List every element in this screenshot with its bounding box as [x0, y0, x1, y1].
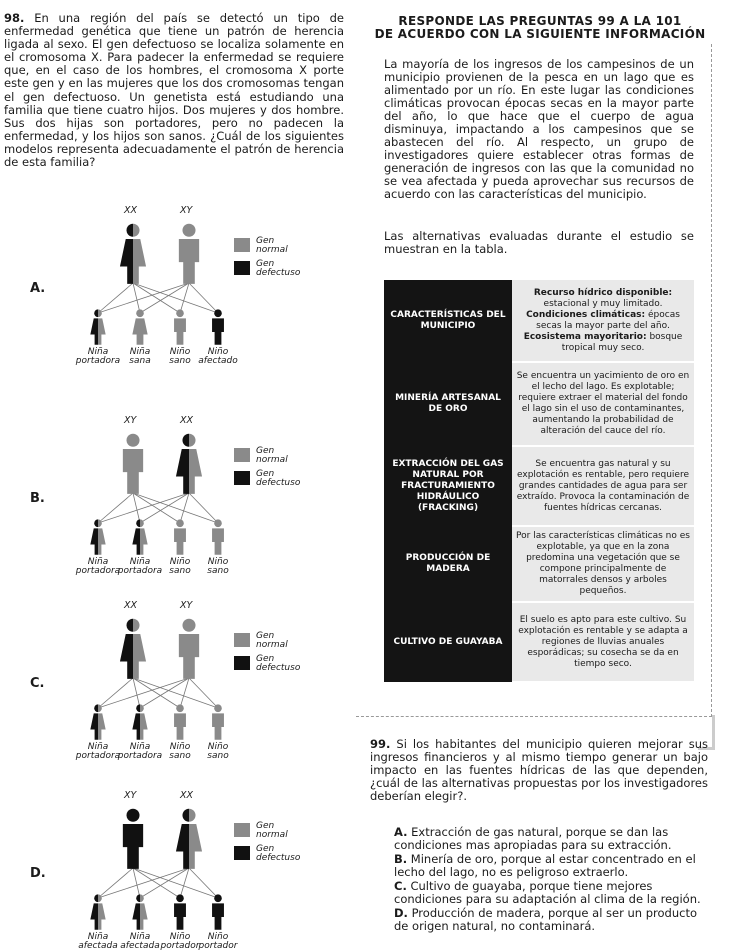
child-label: Niño sano	[169, 557, 191, 576]
child-label: Niño sano	[169, 347, 191, 366]
pedigree-diagram	[0, 790, 360, 950]
child-label: Niño sano	[207, 557, 229, 576]
question-number: 99.	[370, 737, 391, 751]
option-letter: D.	[30, 866, 46, 881]
legend-defect: Gen defectuso	[256, 259, 301, 278]
section-title: RESPONDE LAS PREGUNTAS 99 A LA 101 DE ACUERDO CON LA SIGUIENTE INFORMACIÓN	[374, 14, 706, 41]
row-header: CARACTERÍSTICAS DEL MUNICIPIO	[384, 280, 512, 362]
answer-option-c[interactable]: C. Cultivo de guayaba, porque tiene mejores condiciones para su adaptación al clima de la región.	[394, 879, 701, 906]
row-cell: Se encuentra gas natural y su explotación es rentable, pero requiere grandes cantidades de agua para ser extraído. Provoca la contaminación de fuentes hídricas cercanas.	[512, 446, 694, 526]
option-letter: B.	[30, 491, 45, 506]
row-header: CULTIVO DE GUAYABA	[384, 602, 512, 682]
legend-normal: Gen normal	[256, 821, 288, 840]
child-label: Niña portadora	[117, 742, 163, 761]
row-cell: Recurso hídrico disponible: estacional y muy limitado. Condiciones climáticas: épocas secas la mayor parte del año. Ecosistema mayoritario: bosque tropical muy seco.	[512, 280, 694, 362]
question-text: Si los habitantes del municipio quieren mejorar sus ingresos financieros y al mismo tiempo generar un bajo impacto en las fuentes hídricas de las que dependen, ¿cuál de las alternativas propuestas por los investigadores deberían elegir?.	[370, 737, 708, 803]
answer-options	[394, 826, 708, 934]
pedigree-option-b	[0, 415, 360, 575]
option-letter: C.	[30, 676, 45, 691]
pedigree-diagram	[0, 600, 360, 760]
parent-label-right: XY	[180, 600, 193, 611]
pedigree-diagram	[0, 415, 360, 575]
legend-normal: Gen normal	[256, 236, 288, 255]
parent-label-left: XX	[124, 600, 138, 611]
child-label: Niño afectado	[198, 347, 238, 366]
table-intro: Las alternativas evaluadas durante el estudio se muestran en la tabla.	[384, 229, 694, 256]
legend-defect: Gen defectuso	[256, 844, 301, 863]
row-header: PRODUCCIÓN DE MADERA	[384, 526, 512, 602]
parent-label-right: XY	[180, 205, 193, 216]
child-label: Niña portadora	[75, 557, 121, 576]
row-cell: Se encuentra un yacimiento de oro en el lecho del lago. Es explotable; requiere extraer el material del fondo el lago sin el uso de contaminantes, aumentando la probabilidad de alteración del cauce del río.	[512, 362, 694, 446]
child-label: Niña afectada	[78, 932, 118, 951]
table-row	[384, 446, 694, 526]
question-98	[4, 12, 344, 169]
row-cell: El suelo es apto para este cultivo. Su explotación es rentable y se adapta a regiones de lluvias anuales esporádicas; su cosecha se da en tiempo seco.	[512, 602, 694, 682]
alternatives-table	[384, 280, 694, 683]
parent-label-right: XX	[180, 415, 194, 426]
option-letter: A.	[30, 281, 46, 296]
question-99	[370, 738, 708, 803]
legend-normal: Gen normal	[256, 446, 288, 465]
legend-defect: Gen defectuso	[256, 654, 301, 673]
child-label: Niño portador	[198, 932, 238, 951]
child-label: Niño portador	[160, 932, 200, 951]
pedigree-diagram	[0, 205, 360, 365]
answer-option-b[interactable]: B. Minería de oro, porque al estar concentrado en el lecho del lago, no es peligroso extraerlo.	[394, 852, 696, 879]
table-row	[384, 362, 694, 446]
child-label: Niña afectada	[120, 932, 160, 951]
context-paragraph: La mayoría de los ingresos de los campesinos de un municipio provienen de la pesca en un lago que es alimentado por un río. En este lugar las condiciones climáticas provocan épocas secas en la mayor parte del año, lo que hace que el cuerpo de agua disminuya, impactando a los campesinos que se abastecen del río. Al respecto, un grupo de investigadores quiere establecer otras formas de generación de ingresos con las que la comunidad no se vea afectada y pueda aprovechar sus recursos de acuerdo con las características del municipio.	[384, 57, 694, 201]
table-row	[384, 526, 694, 602]
child-label: Niño sano	[207, 742, 229, 761]
legend-defect: Gen defectuso	[256, 469, 301, 488]
table-row	[384, 602, 694, 682]
answer-option-d[interactable]: D. Producción de madera, porque al ser un producto de origen natural, no contaminará.	[394, 906, 698, 933]
child-label: Niña sana	[129, 347, 151, 366]
child-label: Niño sano	[169, 742, 191, 761]
pedigree-option-c	[0, 600, 360, 760]
row-header: MINERÍA ARTESANAL DE ORO	[384, 362, 512, 446]
parent-label-left: XY	[124, 415, 137, 426]
parent-label-left: XX	[124, 205, 138, 216]
row-cell: Por las características climáticas no es explotable, ya que en la zona predomina una vegetación que se compone principalmente de matorrales densos y arboles pequeños.	[512, 526, 694, 602]
question-number: 98.	[4, 11, 25, 25]
child-label: Niña portadora	[75, 742, 121, 761]
table-row	[384, 280, 694, 362]
pedigree-option-a	[0, 205, 360, 365]
parent-label-left: XY	[124, 790, 137, 801]
answer-option-a[interactable]: A. Extracción de gas natural, porque se dan las condiciones mas apropiadas para su extracción.	[394, 825, 672, 852]
child-label: Niña portadora	[75, 347, 121, 366]
legend-normal: Gen normal	[256, 631, 288, 650]
parent-label-right: XX	[180, 790, 194, 801]
row-header: EXTRACCIÓN DEL GAS NATURAL POR FRACTURAMIENTO HIDRÁULICO (FRACKING)	[384, 446, 512, 526]
question-text: En una región del país se detectó un tipo de enfermedad genética que tiene un patrón de herencia ligada al sexo. El gen defectuoso se localiza solamente en el cromosoma X. Para padecer la enfermedad se requiere que, en el caso de los hombres, el cromosoma X porte este gen y en las mujeres que los dos cromosomas tengan el gen defectuoso. Un genetista está estudiando una familia que tiene cuatro hijos. Dos mujeres y dos hombre. Sus dos hijas son portadores, pero no padecen la enfermedad, y los hijos son sanos. ¿Cuál de los siguientes modelos representa adecuadamente el patrón de herencia de esta familia?	[4, 11, 345, 170]
child-label: Niña portadora	[117, 557, 163, 576]
pedigree-option-d	[0, 790, 360, 950]
